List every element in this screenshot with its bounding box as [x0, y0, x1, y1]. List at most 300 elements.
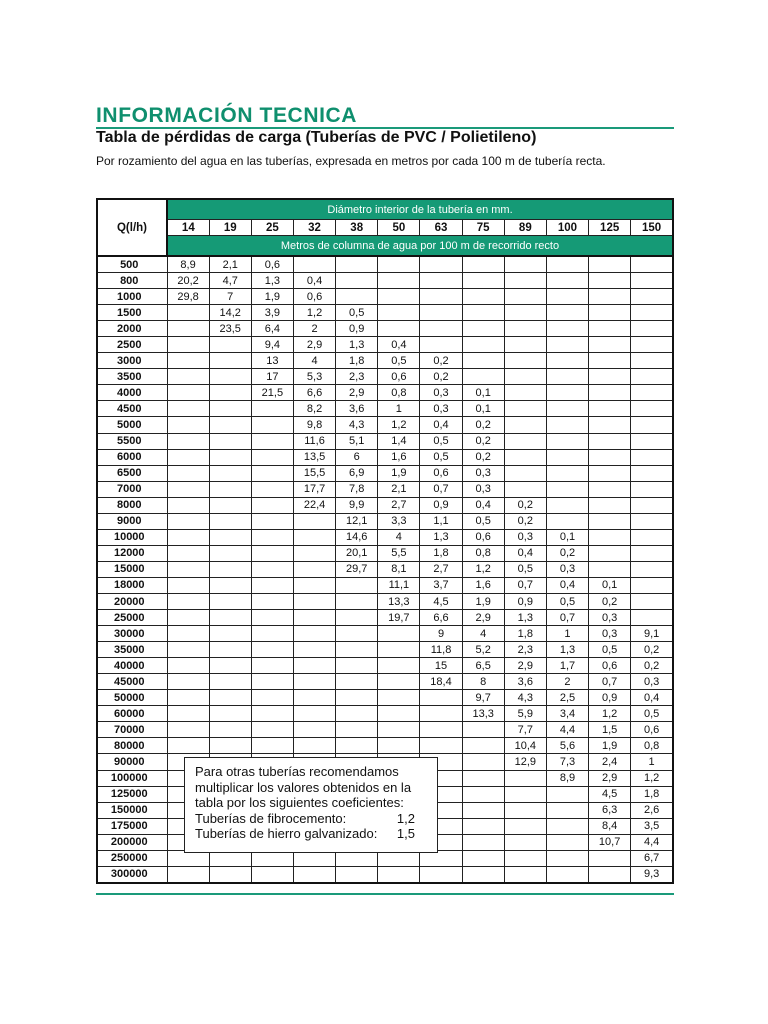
loss-value-cell	[631, 497, 673, 513]
loss-value-cell	[167, 433, 209, 449]
loss-value-cell	[209, 738, 251, 754]
loss-value-cell: 0,1	[589, 577, 631, 593]
loss-value-cell	[251, 417, 293, 433]
flow-rate-cell: 45000	[97, 674, 167, 690]
table-row	[97, 449, 673, 465]
loss-value-cell	[546, 866, 588, 883]
loss-value-cell: 15,5	[293, 465, 335, 481]
loss-value-cell	[504, 818, 546, 834]
meters-header: Metros de columna de agua por 100 m de recorrido recto	[167, 236, 673, 257]
flow-rate-cell: 30000	[97, 626, 167, 642]
loss-value-cell	[420, 690, 462, 706]
loss-value-cell: 0,9	[504, 593, 546, 609]
loss-value-cell	[420, 706, 462, 722]
diameter-values-row	[97, 220, 673, 236]
loss-value-cell	[631, 401, 673, 417]
loss-value-cell: 1	[546, 626, 588, 642]
loss-value-cell	[167, 593, 209, 609]
loss-value-cell: 7	[209, 289, 251, 305]
loss-value-cell	[504, 273, 546, 289]
note-line: Para otras tuberías recomendamos	[195, 764, 399, 779]
loss-value-cell	[293, 513, 335, 529]
loss-value-cell: 19,7	[378, 610, 420, 626]
loss-value-cell: 0,2	[420, 353, 462, 369]
loss-value-cell	[251, 674, 293, 690]
loss-value-cell	[504, 289, 546, 305]
loss-value-cell	[167, 866, 209, 883]
loss-value-cell	[336, 593, 378, 609]
loss-value-cell	[504, 802, 546, 818]
loss-value-cell	[167, 642, 209, 658]
loss-value-cell: 0,8	[378, 385, 420, 401]
loss-value-cell	[504, 449, 546, 465]
loss-value-cell: 1,3	[251, 273, 293, 289]
loss-value-cell	[293, 674, 335, 690]
loss-value-cell	[293, 866, 335, 883]
loss-value-cell: 0,2	[462, 449, 504, 465]
table-row	[97, 866, 673, 883]
flow-rate-cell: 7000	[97, 481, 167, 497]
diameter-header-cell: 75	[462, 220, 504, 236]
loss-value-cell	[546, 321, 588, 337]
flow-rate-cell: 2500	[97, 337, 167, 353]
loss-value-cell	[378, 273, 420, 289]
loss-value-cell	[209, 545, 251, 561]
loss-value-cell: 3,9	[251, 305, 293, 321]
loss-value-cell: 1,5	[589, 722, 631, 738]
loss-value-cell	[378, 289, 420, 305]
loss-value-cell: 0,1	[546, 529, 588, 545]
loss-value-cell	[167, 337, 209, 353]
loss-value-cell: 29,8	[167, 289, 209, 305]
loss-value-cell	[420, 305, 462, 321]
loss-value-cell	[378, 642, 420, 658]
loss-value-cell: 0,2	[546, 545, 588, 561]
loss-value-cell	[420, 256, 462, 273]
loss-value-cell	[251, 626, 293, 642]
note-line: tabla por los siguientes coeficientes:	[195, 795, 404, 810]
loss-value-cell: 0,3	[504, 529, 546, 545]
page-title: INFORMACIÓN TECNICA	[96, 104, 358, 127]
loss-value-cell	[251, 866, 293, 883]
loss-value-cell	[293, 722, 335, 738]
loss-value-cell: 1,7	[546, 658, 588, 674]
loss-value-cell	[293, 642, 335, 658]
diameter-header-cell: 89	[504, 220, 546, 236]
loss-value-cell: 0,3	[420, 385, 462, 401]
loss-value-cell: 0,6	[378, 369, 420, 385]
loss-value-cell: 6,9	[336, 465, 378, 481]
loss-value-cell	[378, 305, 420, 321]
flow-rate-cell: 35000	[97, 642, 167, 658]
loss-value-cell: 2,3	[504, 642, 546, 658]
table-row	[97, 561, 673, 577]
loss-value-cell: 22,4	[293, 497, 335, 513]
table-row	[97, 401, 673, 417]
flow-rate-cell: 70000	[97, 722, 167, 738]
loss-value-cell: 8,1	[378, 561, 420, 577]
loss-value-cell: 1,2	[378, 417, 420, 433]
loss-value-cell: 0,8	[462, 545, 504, 561]
loss-value-cell	[209, 481, 251, 497]
loss-value-cell	[167, 577, 209, 593]
loss-value-cell	[378, 674, 420, 690]
loss-value-cell	[251, 561, 293, 577]
loss-value-cell: 8,9	[167, 256, 209, 273]
loss-value-cell: 9,7	[462, 690, 504, 706]
loss-value-cell	[462, 850, 504, 866]
loss-value-cell: 2,7	[420, 561, 462, 577]
table-row	[97, 593, 673, 609]
loss-value-cell	[462, 256, 504, 273]
loss-value-cell: 9,4	[251, 337, 293, 353]
loss-value-cell	[209, 577, 251, 593]
loss-value-cell: 29,7	[336, 561, 378, 577]
loss-value-cell: 1,6	[462, 577, 504, 593]
loss-value-cell: 10,4	[504, 738, 546, 754]
loss-value-cell	[251, 481, 293, 497]
table-row	[97, 722, 673, 738]
loss-value-cell	[546, 305, 588, 321]
loss-value-cell: 0,3	[420, 401, 462, 417]
flow-rate-cell: 1500	[97, 305, 167, 321]
loss-value-cell	[546, 433, 588, 449]
table-row	[97, 642, 673, 658]
loss-value-cell	[546, 465, 588, 481]
loss-value-cell	[462, 321, 504, 337]
table-row	[97, 545, 673, 561]
loss-value-cell	[589, 273, 631, 289]
loss-value-cell: 4,5	[420, 593, 462, 609]
loss-value-cell	[167, 401, 209, 417]
loss-value-cell: 11,6	[293, 433, 335, 449]
loss-value-cell: 0,3	[631, 674, 673, 690]
loss-value-cell: 3,6	[336, 401, 378, 417]
loss-value-cell	[209, 353, 251, 369]
loss-value-cell	[504, 321, 546, 337]
loss-value-cell: 4,3	[336, 417, 378, 433]
loss-value-cell	[589, 256, 631, 273]
flow-rate-cell: 12000	[97, 545, 167, 561]
loss-value-cell	[631, 513, 673, 529]
loss-value-cell: 0,5	[420, 449, 462, 465]
loss-value-cell: 1,2	[462, 561, 504, 577]
loss-value-cell	[167, 738, 209, 754]
loss-value-cell: 6	[336, 449, 378, 465]
loss-value-cell: 0,4	[462, 497, 504, 513]
loss-value-cell: 0,7	[420, 481, 462, 497]
loss-value-cell	[631, 465, 673, 481]
loss-value-cell	[293, 690, 335, 706]
table-row	[97, 690, 673, 706]
loss-value-cell: 0,5	[420, 433, 462, 449]
loss-value-cell: 6,6	[293, 385, 335, 401]
fibrocement-label: Tuberías de fibrocemento:	[195, 810, 347, 826]
flow-rate-cell: 10000	[97, 529, 167, 545]
flow-rate-cell: 4000	[97, 385, 167, 401]
loss-value-cell	[631, 385, 673, 401]
loss-value-cell	[504, 770, 546, 786]
table-row	[97, 433, 673, 449]
loss-value-cell	[504, 417, 546, 433]
loss-value-cell: 1,3	[420, 529, 462, 545]
loss-value-cell: 5,9	[504, 706, 546, 722]
loss-value-cell: 5,2	[462, 642, 504, 658]
loss-value-cell	[293, 545, 335, 561]
loss-value-cell	[336, 273, 378, 289]
loss-value-cell	[209, 385, 251, 401]
loss-value-cell: 0,6	[631, 722, 673, 738]
loss-value-cell: 2,9	[462, 610, 504, 626]
loss-value-cell: 8	[462, 674, 504, 690]
loss-value-cell	[251, 690, 293, 706]
loss-value-cell	[420, 738, 462, 754]
loss-value-cell: 0,3	[462, 481, 504, 497]
loss-value-cell	[631, 593, 673, 609]
loss-value-cell	[504, 866, 546, 883]
loss-value-cell	[420, 321, 462, 337]
loss-value-cell	[167, 513, 209, 529]
loss-value-cell	[209, 658, 251, 674]
loss-value-cell	[167, 561, 209, 577]
loss-value-cell	[589, 337, 631, 353]
loss-value-cell	[546, 289, 588, 305]
loss-value-cell: 4	[462, 626, 504, 642]
loss-value-cell	[462, 866, 504, 883]
loss-value-cell	[631, 577, 673, 593]
flow-rate-cell: 8000	[97, 497, 167, 513]
flow-rate-cell: 250000	[97, 850, 167, 866]
diameter-header: Diámetro interior de la tubería en mm.	[167, 199, 673, 220]
loss-value-cell: 0,3	[589, 610, 631, 626]
loss-value-cell: 2,9	[504, 658, 546, 674]
loss-value-cell	[589, 465, 631, 481]
loss-value-cell	[251, 497, 293, 513]
table-row	[97, 353, 673, 369]
loss-value-cell	[631, 561, 673, 577]
flow-rate-cell: 500	[97, 256, 167, 273]
note-galvanized-row	[195, 826, 429, 842]
loss-value-cell	[167, 369, 209, 385]
loss-value-cell	[546, 497, 588, 513]
loss-value-cell: 9,1	[631, 626, 673, 642]
loss-value-cell: 0,1	[462, 401, 504, 417]
loss-value-cell	[209, 706, 251, 722]
table-row	[97, 256, 673, 273]
loss-value-cell	[251, 658, 293, 674]
table-row	[97, 513, 673, 529]
loss-value-cell	[209, 690, 251, 706]
flow-rate-cell: 1000	[97, 289, 167, 305]
loss-value-cell	[209, 866, 251, 883]
loss-value-cell	[546, 385, 588, 401]
loss-value-cell	[167, 690, 209, 706]
loss-value-cell	[462, 754, 504, 770]
loss-value-cell	[293, 577, 335, 593]
loss-value-cell: 1,9	[462, 593, 504, 609]
loss-value-cell: 9,3	[631, 866, 673, 883]
loss-value-cell: 0,2	[420, 369, 462, 385]
loss-value-cell: 0,6	[462, 529, 504, 545]
loss-value-cell: 0,5	[336, 305, 378, 321]
loss-value-cell	[293, 529, 335, 545]
loss-value-cell	[167, 722, 209, 738]
loss-value-cell: 7,7	[504, 722, 546, 738]
flow-rate-cell: 9000	[97, 513, 167, 529]
loss-value-cell	[631, 353, 673, 369]
loss-value-cell: 9	[420, 626, 462, 642]
loss-value-cell	[209, 642, 251, 658]
flow-rate-cell: 3000	[97, 353, 167, 369]
loss-value-cell: 1,3	[336, 337, 378, 353]
flow-rate-cell: 125000	[97, 786, 167, 802]
coefficients-note	[184, 757, 438, 853]
loss-value-cell	[209, 561, 251, 577]
loss-value-cell	[504, 850, 546, 866]
loss-value-cell	[546, 818, 588, 834]
loss-value-cell	[336, 610, 378, 626]
loss-value-cell: 11,1	[378, 577, 420, 593]
loss-value-cell: 2,3	[336, 369, 378, 385]
loss-value-cell: 1,2	[631, 770, 673, 786]
loss-value-cell	[293, 610, 335, 626]
loss-value-cell	[336, 289, 378, 305]
loss-value-cell	[589, 545, 631, 561]
loss-value-cell: 1,3	[546, 642, 588, 658]
loss-value-cell: 2,1	[209, 256, 251, 273]
bottom-divider	[96, 893, 674, 895]
loss-value-cell	[336, 722, 378, 738]
loss-value-cell	[251, 513, 293, 529]
loss-value-cell: 23,5	[209, 321, 251, 337]
loss-value-cell	[504, 353, 546, 369]
loss-value-cell	[336, 256, 378, 273]
loss-value-cell: 0,5	[462, 513, 504, 529]
loss-value-cell	[589, 513, 631, 529]
loss-value-cell: 2,4	[589, 754, 631, 770]
loss-value-cell	[462, 802, 504, 818]
flow-rate-cell: 150000	[97, 802, 167, 818]
loss-value-cell	[462, 337, 504, 353]
loss-value-cell	[167, 353, 209, 369]
loss-value-cell	[546, 802, 588, 818]
note-fibrocement-row	[195, 811, 429, 827]
loss-value-cell: 0,9	[420, 497, 462, 513]
flow-rate-cell: 175000	[97, 818, 167, 834]
loss-value-cell	[167, 497, 209, 513]
loss-value-cell	[167, 417, 209, 433]
loss-value-cell	[167, 658, 209, 674]
flow-rate-cell: 60000	[97, 706, 167, 722]
loss-value-cell	[293, 256, 335, 273]
loss-value-cell	[336, 626, 378, 642]
loss-value-cell	[167, 481, 209, 497]
flow-rate-cell: 25000	[97, 610, 167, 626]
table-row	[97, 305, 673, 321]
loss-value-cell: 1,9	[589, 738, 631, 754]
diameter-header-cell: 19	[209, 220, 251, 236]
loss-value-cell	[546, 369, 588, 385]
loss-value-cell	[251, 545, 293, 561]
loss-value-cell	[209, 337, 251, 353]
loss-value-cell	[209, 626, 251, 642]
loss-value-cell	[293, 706, 335, 722]
loss-value-cell	[504, 433, 546, 449]
loss-value-cell	[589, 866, 631, 883]
loss-value-cell: 0,5	[589, 642, 631, 658]
loss-value-cell: 4,7	[209, 273, 251, 289]
loss-value-cell	[589, 850, 631, 866]
loss-value-cell	[167, 449, 209, 465]
loss-value-cell	[251, 722, 293, 738]
loss-value-cell: 0,6	[251, 256, 293, 273]
loss-value-cell: 10,7	[589, 834, 631, 850]
loss-value-cell	[167, 674, 209, 690]
loss-value-cell	[336, 577, 378, 593]
loss-value-cell	[504, 305, 546, 321]
loss-value-cell	[209, 401, 251, 417]
loss-value-cell	[167, 529, 209, 545]
loss-value-cell: 0,8	[631, 738, 673, 754]
flow-rate-cell: 3500	[97, 369, 167, 385]
diameter-header-cell: 63	[420, 220, 462, 236]
loss-value-cell	[209, 593, 251, 609]
loss-value-cell	[631, 481, 673, 497]
table-row	[97, 529, 673, 545]
loss-value-cell: 1,9	[251, 289, 293, 305]
loss-value-cell: 21,5	[251, 385, 293, 401]
loss-value-cell: 3,5	[631, 818, 673, 834]
loss-value-cell	[589, 369, 631, 385]
loss-value-cell: 5,1	[336, 433, 378, 449]
loss-value-cell	[209, 433, 251, 449]
loss-value-cell: 0,9	[336, 321, 378, 337]
loss-value-cell	[462, 738, 504, 754]
table-row	[97, 337, 673, 353]
loss-value-cell	[589, 561, 631, 577]
loss-value-cell	[378, 706, 420, 722]
loss-value-cell: 5,6	[546, 738, 588, 754]
table-row	[97, 321, 673, 337]
loss-value-cell: 0,2	[462, 433, 504, 449]
loss-value-cell: 4	[378, 529, 420, 545]
loss-value-cell: 15	[420, 658, 462, 674]
loss-value-cell: 0,1	[462, 385, 504, 401]
loss-value-cell	[167, 385, 209, 401]
loss-value-cell: 6,4	[251, 321, 293, 337]
loss-value-cell: 13,3	[462, 706, 504, 722]
loss-value-cell: 13	[251, 353, 293, 369]
diameter-header-cell: 125	[589, 220, 631, 236]
loss-value-cell	[336, 642, 378, 658]
loss-value-cell: 1,6	[378, 449, 420, 465]
loss-value-cell: 0,7	[546, 610, 588, 626]
loss-value-cell: 1,9	[378, 465, 420, 481]
loss-value-cell: 17	[251, 369, 293, 385]
note-line: multiplicar los valores obtenidos en la	[195, 779, 412, 795]
loss-value-cell: 7,3	[546, 754, 588, 770]
loss-value-cell: 2	[546, 674, 588, 690]
loss-value-cell	[504, 369, 546, 385]
loss-value-cell	[336, 866, 378, 883]
loss-value-cell: 1	[378, 401, 420, 417]
loss-value-cell	[589, 417, 631, 433]
loss-value-cell: 0,4	[420, 417, 462, 433]
loss-value-cell	[504, 401, 546, 417]
loss-value-cell	[209, 449, 251, 465]
loss-value-cell	[378, 738, 420, 754]
loss-value-cell	[209, 610, 251, 626]
